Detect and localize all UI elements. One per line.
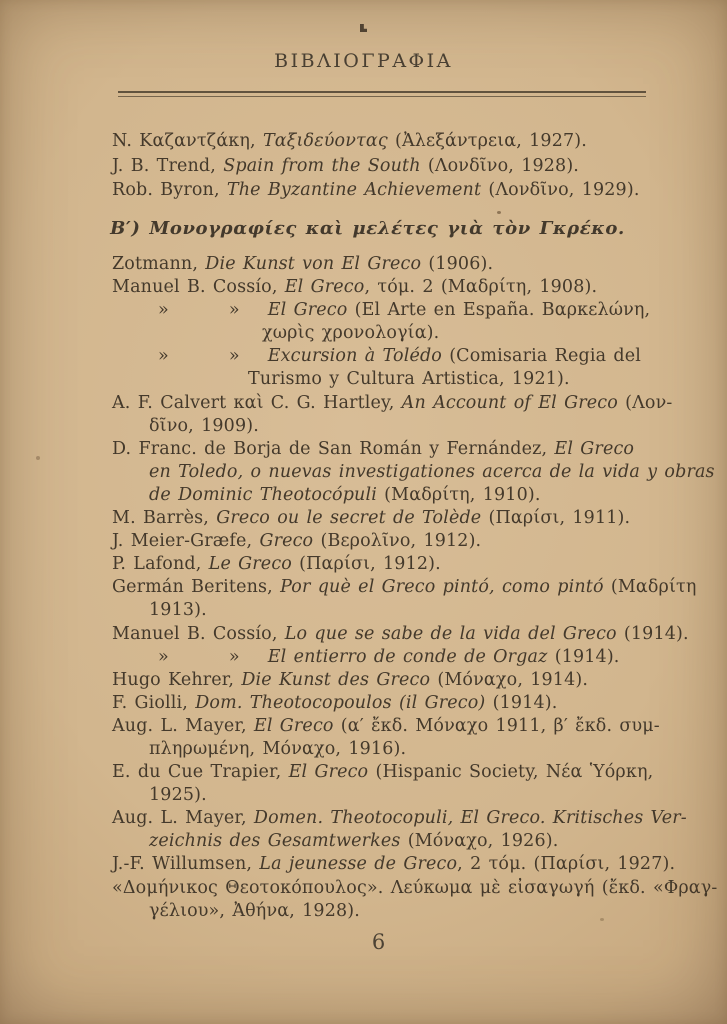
plain-text: J. B. Trend, [112,155,224,176]
title-italic-text: Greco ou le secret de Tolède [216,508,482,529]
plain-text: Hugo Kehrer, [112,669,242,690]
title-italic-text: Die Kunst von El Greco [205,254,422,274]
bibliography-line [112,154,660,179]
title-italic-text: El Greco [288,762,369,783]
title-italic-text: El Greco [253,715,334,736]
plain-text: M. Barrès, [112,508,217,529]
plain-text: 1925). [149,785,207,806]
plain-text: Manuel B. Cossío, [112,623,285,644]
title-italic-text: La jeunesse de Greco [259,854,458,875]
bibliography-line [112,322,660,345]
page-title: ΒΙΒΛΙΟΓΡΑΦΙΑ [274,50,453,72]
bibliography-line [112,276,660,299]
bibliography-line [112,553,660,576]
bibliography-line [112,461,715,484]
title-italic-text: en Toledo, o nuevas investigationes acerca de la vida y obras [149,461,715,482]
plain-text: (Λονδῖνο, 1928). [420,155,580,176]
title-italic-text: El Greco [284,277,365,298]
plain-text: Manuel B. Cossío, [112,277,285,298]
bibliography-line [112,599,660,622]
plain-text: , 2 τόμ. (Παρίσι, 1927). [457,854,676,875]
title-italic-text: de Dominic Theotocópuli [149,484,377,505]
plain-text: (Παρίσι, 1912). [291,554,441,575]
plain-text: (Λονδῖνο, 1929). [481,180,640,200]
plain-text: Germán Beritens, [112,577,281,598]
plain-text: γέλιου», Ἀθήνα, 1928). [149,900,360,921]
plain-text: Zotmann, [112,254,206,274]
plain-text: , τόμ. 2 (Μαδρίτη, 1908). [364,277,598,298]
title-italic-text: El Greco [267,300,348,321]
bibliography-line [112,299,660,322]
bibliography-line [112,853,676,876]
title-italic-text: Dom. Theotocopoulos (il Greco) [195,692,486,713]
title-italic-text: An Account of El Greco [401,392,618,413]
paper-speck [497,211,501,214]
title-italic-text: Die Kunst des Greco [241,669,431,690]
plain-text: (Βερολῖνο, 1912). [313,531,482,552]
ditto-mark: » [228,300,240,321]
bibliography-line [112,669,660,692]
title-italic-text: Lo que se sabe de la vida del Greco [284,623,617,644]
title-italic-text: Ταξιδεύοντας [262,131,388,151]
plain-text: δῖνο, 1909). [149,415,259,436]
bibliography-line [112,830,660,853]
plain-text: Rob. Byron, [112,180,227,200]
title-italic-text: Spain from the South [223,155,421,176]
plain-text: F. Giolli, [112,692,196,713]
title-italic-text: El entierro de conde de Orgaz [267,646,548,667]
plain-text: A. F. Calvert καὶ C. G. Hartley, [112,392,402,413]
bibliography-line [112,715,660,738]
title-italic-text: Excursion à Tolédo [267,346,442,367]
title-italic-text: Domen. Theotocopuli, El Greco. Kritisches Ver- [253,808,687,829]
plain-text: 1913). [149,600,207,621]
plain-text: (Μαδρίτη [603,577,697,598]
paper-speck [36,456,40,460]
stray-ink-mark [360,24,367,32]
plain-text: (Comisaria Regia del [441,346,641,367]
section-b-heading: Β′) Μονογραφίες καὶ μελέτες γιὰ τὸν Γκρέκο. [110,218,625,239]
plain-text: πληρωμένη, Μόναχο, 1916). [149,738,407,759]
ditto-mark: » [158,646,169,667]
plain-text: (Μόναχο, 1926). [400,831,559,852]
plain-text: Aug. L. Mayer, [112,808,254,829]
title-italic-text: zeichnis des Gesamtwerkes [149,831,401,852]
bibliography-line [112,576,697,599]
bibliography-line [112,415,660,438]
plain-text: P. Lafond, [112,554,209,575]
bibliography-line [112,392,673,415]
bibliography-line [112,692,660,715]
bibliography-line [112,484,660,507]
bibliography-line [112,530,660,553]
header-double-rule [118,91,646,97]
plain-text: (Hispanic Society, Νέα Ὑόρκη, [368,762,654,783]
bibliography-line [112,877,718,900]
bibliography-list-general [112,129,660,203]
plain-text: Aug. L. Mayer, [112,715,254,736]
plain-text: (Παρίσι, 1911). [481,508,631,529]
title-italic-text: Por què el Greco pintó, como pintó [280,577,604,598]
plain-text: (1906). [421,254,494,274]
bibliography-line [112,900,660,923]
plain-text: (Μόναχο, 1914). [430,669,589,690]
plain-text: (El Arte en España. Βαρκελώνη, [347,300,651,321]
page-number: 6 [371,930,386,954]
plain-text: N. Καζαντζάκη, [112,131,263,151]
plain-text: (Λον- [617,392,673,413]
ditto-mark: » [158,300,169,321]
plain-text: D. Franc. de Borja de San Román y Fernández, [112,438,555,459]
bibliography-line [112,623,689,646]
bibliography-line [112,646,660,669]
plain-text: (1914). [485,692,558,713]
bibliography-list-monographs [112,253,718,923]
bibliography-line [112,738,660,761]
bibliography-line [112,784,660,807]
plain-text: (1914). [616,623,689,644]
bibliography-line [112,345,660,368]
plain-text: (Ἀλεξάντρεια, 1927). [387,131,587,151]
bibliography-line [112,253,660,276]
bibliography-line [112,507,660,530]
plain-text: (1914). [547,646,620,667]
title-italic-text: El Greco [554,438,635,459]
bibliography-line [112,368,660,391]
bibliography-line [112,178,660,203]
title-italic-text: The Byzantine Achievement [226,180,482,200]
ditto-mark: » [228,646,240,667]
plain-text: J. Meier-Græfe, [112,531,260,552]
plain-text: (α′ ἔκδ. Μόναχο 1911, β′ ἔκδ. συμ- [333,715,660,736]
title-italic-text: Le Greco [208,554,292,575]
plain-text: E. du Cue Trapier, [112,762,289,783]
bibliography-line [112,761,660,784]
plain-text: (Μαδρίτη, 1910). [376,484,541,505]
bibliography-line [112,129,660,154]
plain-text: Turismo y Cultura Artistica, 1921). [248,369,570,390]
plain-text: χωρὶς χρονολογία). [262,323,440,344]
bibliography-line [112,807,687,830]
ditto-mark: » [158,346,169,367]
bibliography-line [112,438,660,461]
plain-text: J.-F. Willumsen, [112,854,260,875]
title-italic-text: Greco [259,531,314,552]
ditto-mark: » [228,346,240,367]
plain-text: «Δομήνικος Θεοτοκόπουλος». Λεύκωμα μὲ εἰσαγωγή (ἔκδ. «Φραγ- [112,877,718,898]
